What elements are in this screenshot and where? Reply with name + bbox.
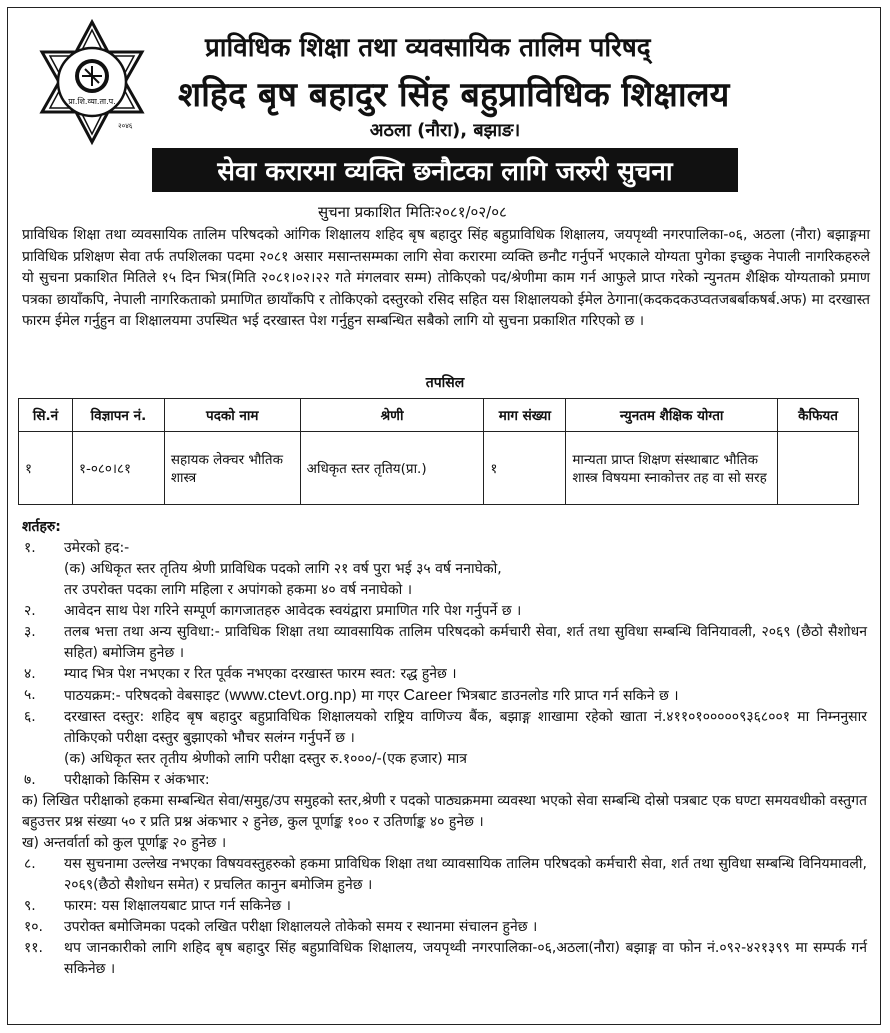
career-label: Career <box>403 687 453 704</box>
term-number: ८. <box>24 856 36 872</box>
col-serial: सि.नं <box>19 399 73 432</box>
term-subitem: ख) अन्तर्वार्ता को कुल पूर्णाङ्क २० हुनेछ । <box>22 835 227 851</box>
term-item <box>22 896 867 917</box>
intro-paragraph: प्राविधिक शिक्षा तथा व्यवसायिक तालिम परिषदको आंगिक शिक्षालय शहिद बृष बहादुर सिंह बहुप्राविधिक शिक्षालय, जयपृथ्वी नगरपालिका-०६, अठला (नौरा) बझाङ्गमा प्राविधिक प्रशिक्षण सेवा तर्फ तपशिलका पदमा २०८१ असार मसान्तसम्मका लागि सेवा करारमा व्यक्ति छनौट गर्नुपर्ने भएकाले योग्यता पुगेका इच्छुक नेपाली नागरिकहरुले यो सुचना प्रकाशित मितिले १५ दिन भित्र(मिति २०८१।०२।२२ गते मंगलवार सम्म) तोकिएको पद/श्रेणीमा काम गर्न आफुले प्राप्त गरेको न्युनतम शैक्षिक योग्यताको प्रमाण पत्रका छायाँकपि, नेपाली नागरिकताको प्रमाणित छायाँकपि र तोकिएको दस्तुरको रसिद सहित यस शिक्षालयको ईमेल ठेगाना(कदकदकउप्वतजबर्बाकषर्ब.अफ) मा दरखास्त फारम ईमेल गर्नुहुन वा शिक्षालयमा उपस्थित भई दरखास्त पेश गर्नुहुन सम्बन्धित सबैको लागि यो सुचना प्रकाशित गरिएको छ । <box>22 227 870 329</box>
term-body <box>64 538 867 601</box>
school-address: अठला (नौरा), बझाङ। <box>369 120 521 141</box>
term-number: ९. <box>24 898 36 914</box>
term-number: ५. <box>24 687 36 703</box>
term-text-part: पाठयक्रम:- परिषदको वेबसाइट ( <box>64 688 230 704</box>
table-header-row <box>19 399 859 432</box>
term-item <box>22 917 867 938</box>
term-number: ४. <box>24 666 36 682</box>
cell-advert-no: १-०८०।८१ <box>72 432 164 505</box>
term-number: १०. <box>24 919 44 935</box>
term-text: यस सुचनामा उल्लेख नभएका विषयवस्तुहरुको हकमा प्राविधिक शिक्षा तथा व्यावसायिक तालिम परिषदको कर्मचारी सेवा, शर्त तथा सुविधा सम्बन्धि विनियमावली, २०६९(छैठो सैशोधन समेत) र प्रचलित कानुन बमोजिम हुनेछ । <box>64 856 867 893</box>
col-demand: माग संख्या <box>484 399 566 432</box>
cell-remarks <box>778 432 859 505</box>
school-name: शहिद बृष बहादुर सिंह बहुप्राविधिक शिक्षालय <box>178 75 730 115</box>
term-item <box>22 938 867 980</box>
term-subitem: (क) अधिकृत स्तर तृतीय श्रेणीको लागि परीक्षा दस्तुर रु.१०००/-(एक हजार) मात्र <box>64 751 467 767</box>
terms-title: शर्तहरु: <box>22 519 61 535</box>
term-text-part: ) मा गएर <box>351 688 404 704</box>
term-text-part: भित्रबाट डाउनलोड गरि प्राप्त गर्न सकिने छ । <box>452 688 679 704</box>
term-text: परीक्षाको किसिम र अंकभार: <box>64 772 210 788</box>
term-body <box>64 707 867 770</box>
emblem-text: प्रा.शि.व्या.ता.प. <box>68 97 116 106</box>
col-post-name: पदको नाम <box>164 399 300 432</box>
cell-qualification: मान्यता प्राप्त शिक्षण संस्थाबाट भौतिक शास्त्र विषयमा स्नाकोत्तर तह वा सो सरह <box>566 432 778 505</box>
term-item <box>22 622 867 664</box>
vacancy-table <box>18 398 859 505</box>
term-text: दरखास्त दस्तुर: शहिद बृष बहादुर बहुप्राविधिक शिक्षालयको राष्ट्रिय वाणिज्य बैंक, बझाङ्ग शाखामा रहेको खाता नं.४११०१०००००९३६८००१ मा निम्ननुसार तोकिएको परीक्षा दस्तुर बुझाएको भौचर सलंग्न गर्नुपर्ने छ । <box>64 709 867 746</box>
term-text: उमेरको हद:- <box>64 540 130 556</box>
cell-demand: १ <box>484 432 566 505</box>
term-number: ६. <box>24 709 36 725</box>
term-item <box>22 854 867 896</box>
term-text: तलब भत्ता तथा अन्य सुविधा:- प्राविधिक शिक्षा तथा व्यावसायिक तालिम परिषदको कर्मचारी सेवा, शर्त तथा सुविधा सम्बन्धि विनियावली, २०६९ (छैठो सैशोधन सहित) बमोजिम हुनेछ । <box>64 624 867 661</box>
term-item <box>22 601 867 622</box>
term-subitem: तर उपरोक्त पदका लागि महिला र अपांगको हकमा ४० वर्ष ननाघेको । <box>64 582 413 598</box>
col-remarks: कैफियत <box>778 399 859 432</box>
term-text <box>64 685 867 707</box>
table-row <box>19 432 859 505</box>
term-item <box>22 707 867 770</box>
term-number: ३. <box>24 624 36 640</box>
term-subitem: क) लिखित परीक्षाको हकमा सम्बन्धित सेवा/समुह/उप समुहको स्तर,श्रेणी र पदको पाठ्यक्रममा व्यवस्था भएको सेवा सम्बन्धि दोस्रो पत्रबाट एक घण्टा समयवधीको वस्तुगत बहुउत्तर प्रश्न संख्या ५० र प्रति प्रश्न अंकभार २ हुनेछ, कुल पूर्णाङ्क १०० र उतिर्णाङ्क ४० हुनेछ । <box>22 793 867 830</box>
notice-title: सेवा करारमा व्यक्ति छनौटका लागि जरुरी सुचना <box>217 157 673 187</box>
term-item <box>22 770 867 791</box>
col-qualification: न्युनतम शैक्षिक योग्ता <box>566 399 778 432</box>
term-item <box>22 538 867 601</box>
col-advert-no: विज्ञापन नं. <box>72 399 164 432</box>
term-item <box>22 664 867 685</box>
term-text: आवेदन साथ पेश गरिने सम्पूर्ण कागजातहरु आवेदक स्वयंद्वारा प्रमाणित गरि पेश गर्नुपर्ने छ । <box>64 603 522 619</box>
term-number: २. <box>24 603 36 619</box>
term-subitem: (क) अधिकृत स्तर तृतिय श्रेणी प्राविधिक पदको लागि २१ वर्ष पुरा भई ३५ वर्ष ननाघेको, <box>64 561 502 577</box>
notice-title-banner <box>152 148 738 192</box>
publish-date: सुचना प्रकाशित मितिः२०८१/०२/०८ <box>318 203 507 221</box>
svg-text:२०४६: २०४६ <box>118 122 133 130</box>
term-number: १. <box>24 540 36 556</box>
organization-name: प्राविधिक शिक्षा तथा व्यवसायिक तालिम परिषद् <box>205 33 651 63</box>
terms-list <box>22 538 867 980</box>
term-text: म्याद भित्र पेश नभएका र रित पूर्वक नभएका दरखास्त फारम स्वत: रद्ध हुनेछ । <box>64 666 457 682</box>
term-text: थप जानकारीको लागि शहिद बृष बहादुर सिंह बहुप्राविधिक शिक्षालय, जयपृथ्वी नगरपालिका-०६,अठला(नौरा) बझाङ्ग वा फोन नं.०९२-४२१३९९ मा सम्पर्क गर्न सकिनेछ । <box>64 940 867 977</box>
cell-level: अधिकृत स्तर तृतिय(प्रा.) <box>300 432 484 505</box>
table-heading: तपसिल <box>425 375 465 391</box>
ctevt-website-link[interactable]: www.ctevt.org.np <box>229 687 352 704</box>
term-text: उपरोक्त बमोजिमका पदको लखित परीक्षा शिक्षालयले तोकेको समय र स्थानमा संचालन हुनेछ । <box>64 919 538 935</box>
term-item <box>22 685 867 707</box>
term-number: ७. <box>24 772 36 788</box>
cell-post-name: सहायक लेक्चर भौतिक शास्त्र <box>164 432 300 505</box>
col-level: श्रेणी <box>300 399 484 432</box>
term-text: फारम: यस शिक्षालयबाट प्राप्त गर्न सकिनेछ । <box>64 898 291 914</box>
term-number: ११. <box>24 940 44 956</box>
cell-serial: १ <box>19 432 73 505</box>
